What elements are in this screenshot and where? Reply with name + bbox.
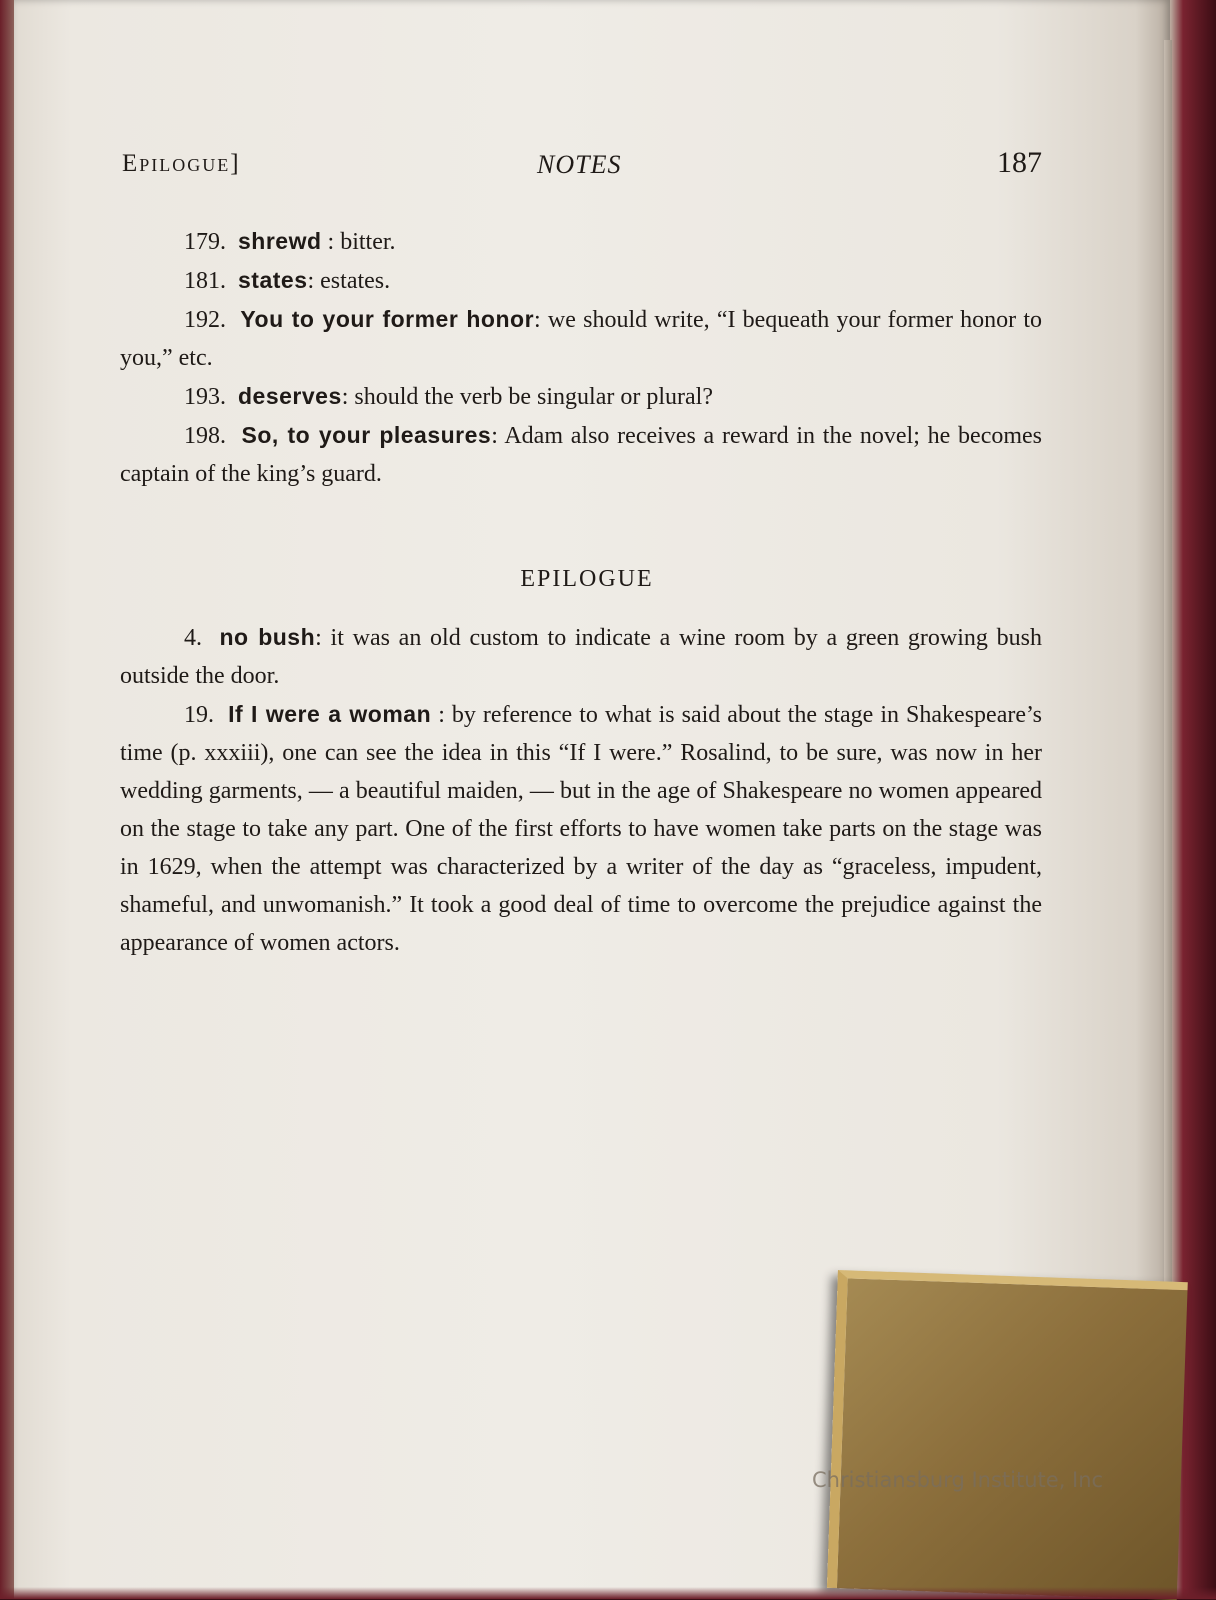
note-separator: : (431, 702, 452, 728)
note-separator: : (491, 423, 505, 449)
note-text: it was an old custom to indicate a wine room by a green growing bush outside the door. (120, 625, 1042, 689)
note-separator: : (307, 268, 321, 294)
note-number: 198. (184, 423, 226, 449)
notes-list-epilogue (120, 618, 1042, 962)
note-text: bitter. (340, 229, 396, 255)
note-item (120, 416, 1042, 493)
note-item (120, 222, 1042, 261)
note-term: states (238, 267, 308, 293)
note-term: deserves (238, 383, 342, 409)
note-number: 192. (184, 307, 226, 333)
note-item (120, 377, 1042, 416)
note-number: 193. (184, 384, 226, 410)
note-item (120, 261, 1042, 300)
note-term: So, to your pleasures (241, 422, 492, 448)
note-item (120, 300, 1042, 377)
note-separator: : (534, 307, 548, 333)
note-item (120, 618, 1042, 695)
note-number: 179. (184, 229, 226, 255)
notes-list-act5 (120, 222, 1042, 493)
note-number: 19. (184, 702, 214, 728)
note-separator: : (321, 229, 341, 255)
note-text: should the verb be singular or plural? (354, 384, 713, 410)
note-separator: : (341, 384, 355, 410)
note-term: If I were a woman (228, 701, 432, 727)
note-number: 181. (184, 268, 226, 294)
note-term: no bush (219, 624, 316, 650)
note-separator: : (315, 625, 331, 651)
running-head: Epilogue] (122, 150, 241, 177)
page-number: 187 (997, 146, 1042, 179)
page-header (122, 146, 1042, 186)
note-text: Adam also receives a reward in the novel; he becomes captain of the king’s guard. (120, 423, 1043, 487)
epilogue-heading: EPILOGUE (520, 566, 654, 592)
bottom-edge (0, 1587, 1216, 1599)
note-term: shrewd (238, 228, 322, 254)
note-text: by reference to what is said about the stage in Shakespeare’s time (p. xxxiii), one can see the idea in this “If I were.” Rosalind, to be sure, was now in her wedding garments, — a beautiful maiden, — but in the age of Shakespeare no women appeared on the stage to take any part. One of the first efforts to have women take parts on the stage was in 1629, when the attempt was characterized by a writer of the day as “graceless, impudent, shameful, and unwomanish.” It took a good deal of time to overcome the prejudice against the appearance of women actors. (120, 702, 1043, 956)
gold-bookmark (827, 1270, 1188, 1600)
note-text: estates. (320, 268, 391, 294)
note-text: we should write, “I bequeath your former honor to you,” etc. (120, 307, 1043, 371)
section-title: NOTES (537, 150, 622, 179)
note-item (120, 695, 1042, 962)
watermark: Christiansburg Institute, Inc (812, 1468, 1104, 1492)
note-number: 4. (184, 625, 202, 651)
note-term: You to your former honor (240, 306, 535, 332)
